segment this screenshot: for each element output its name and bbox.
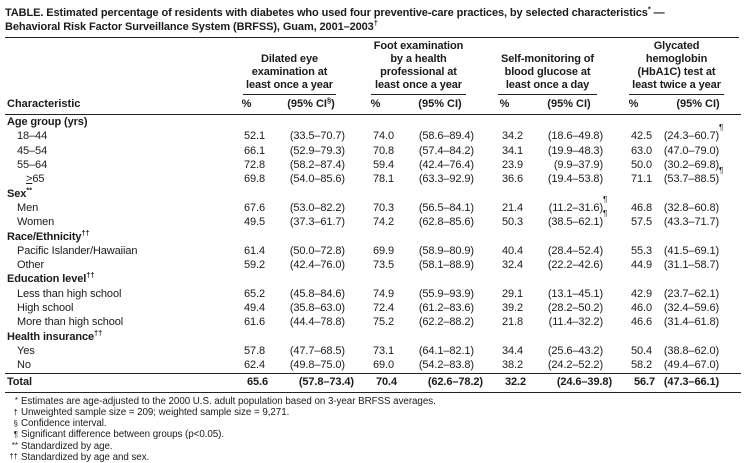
percent-cell: 23.9 [501,159,523,172]
percent-cell: 21.8 [501,316,523,329]
table-row [5,358,741,373]
table-row [5,344,741,358]
total-row [5,373,741,392]
percent-cell: 63.0 [631,144,653,157]
characteristic-header-spacer [5,40,225,95]
percent-cell: 44.9 [631,259,653,272]
total-label: Total [5,373,225,392]
ci-cell: (57.4–84.2) [418,144,474,157]
percent-cell: 46.0 [631,302,653,315]
percent-cell: 65.6 [225,373,268,392]
percent-column-header: % [483,95,526,115]
percent-cell: 46.6 [631,316,653,329]
table-title: TABLE. Estimated percentage of residents with diabetes who used four preventive-care practices, by selected characteristics* — Behavioral Risk Factor Surveillance System (BRFSS), Guam, 2001–2003† [5,4,665,33]
row-label: 45–54 [17,144,48,157]
ci-cell: (50.0–72.8) [289,244,345,257]
ci-cell: (25.6–43.2) [547,344,604,357]
percent-cell: 59.4 [372,159,394,172]
percent-cell: 67.6 [243,201,265,214]
ci-cell: (49.4–67.0) [663,359,720,372]
table-row [5,315,741,329]
ci-cell: (13.1–45.1) [547,287,604,300]
percent-cell: 57.5 [631,216,653,229]
footnote [5,418,739,429]
ci-cell: (33.5–70.7) [289,130,345,143]
percent-cell: 52.1 [243,130,265,143]
ci-cell: (32.4–59.6) [663,302,720,315]
percent-cell: 32.2 [483,373,526,392]
header-sub-row [5,95,741,115]
ci-cell: (35.8–63.0) [289,302,345,315]
row-label: Yes [17,344,35,357]
ci-column-header: (95% CI) [397,95,483,115]
percent-cell: 42.5 [631,130,653,143]
ci-cell: (32.8–60.8) [663,201,720,214]
ci-cell: (31.1–58.7) [663,259,720,272]
row-label: 55–64 [17,159,48,172]
ci-cell: (38.8–62.0) [663,344,720,357]
percent-cell: 57.8 [243,344,265,357]
ci-cell: (18.6–49.8) [547,130,604,143]
percent-cell: 70.8 [372,144,394,157]
percent-cell: 61.6 [243,316,265,329]
table-row [5,144,741,158]
row-label: No [17,359,31,372]
table-row [5,215,741,229]
percent-cell: 66.1 [243,144,265,157]
table-row [5,172,741,186]
percent-cell: 49.4 [243,302,265,315]
ci-cell: (28.4–52.4) [547,244,604,257]
ci-cell: (28.2–50.2) [547,302,604,315]
ci-cell: (24.2–52.2) [547,359,604,372]
percent-cell: 70.3 [372,201,394,214]
percent-cell: 69.8 [243,173,265,186]
ci-cell: (9.9–37.9) [553,159,604,172]
row-label: Men [17,201,39,214]
row-label: Less than high school [17,287,122,300]
section-label: Race/Ethnicity†† [7,227,90,243]
ci-cell: (23.7–62.1) [663,287,720,300]
percent-cell: 72.8 [243,159,265,172]
percent-cell: 70.4 [354,373,397,392]
footnote-text: Standardized by age. [21,440,113,452]
ci-cell: (11.2–31.6) ¶ [548,194,608,214]
ci-cell: (44.4–78.8) [289,316,345,329]
row-label: >65 [26,173,45,186]
percent-cell: 46.8 [631,201,653,214]
ci-cell: (62.8–85.6) [418,216,474,229]
title-divider [5,37,739,38]
ci-cell: (62.2–88.2) [418,316,474,329]
percent-cell: 32.4 [501,259,523,272]
footnote-text: Estimates are age-adjusted to the 2000 U.S. adult population based on 3-year BRFSS averages. [21,395,436,407]
table-body [5,115,741,393]
table-row [5,258,741,272]
ci-cell: (37.3–61.7) [289,216,345,229]
percent-cell: 34.4 [501,344,523,357]
footnote [5,441,739,452]
percent-cell: 21.4 [501,201,523,214]
data-table [5,40,741,393]
ci-cell: (54.2–83.8) [418,359,474,372]
table-header [5,40,741,115]
percent-cell: 50.3 [501,216,523,229]
percent-cell: 65.2 [243,287,265,300]
percent-column-header: % [612,95,655,115]
percent-cell: 75.2 [372,316,394,329]
table-row [5,244,741,258]
ci-cell: (54.0–85.6) [289,173,345,186]
percent-cell: 74.0 [372,130,394,143]
footnote-marker: ** [11,441,18,451]
section-header-row [5,187,741,201]
ci-cell: (24.3–60.7) ¶ [663,123,724,143]
ci-cell: (58.1–88.9) [418,259,474,272]
footnote-marker: ¶ [13,429,18,439]
percent-column-header: % [225,95,268,115]
table-row [5,201,741,215]
ci-column-header: (95% CI) [526,95,612,115]
column-group-header: Glycated hemoglobin (HbA1C) test at least twice a year [612,40,741,95]
row-label: Women [17,216,55,229]
ci-cell: (56.5–84.1) [418,201,474,214]
ci-cell: (57.8–73.4) [268,373,354,392]
column-group-header: Foot examination by a health professional at least once a year [354,40,483,95]
percent-cell: 29.1 [501,287,523,300]
percent-cell: 56.7 [612,373,655,392]
percent-cell: 58.2 [631,359,653,372]
percent-cell: 69.9 [372,244,394,257]
footnote [5,452,739,463]
percent-cell: 50.4 [631,344,653,357]
ci-cell: (49.8–75.0) [289,359,345,372]
ci-cell: (52.9–79.3) [289,144,345,157]
ci-cell: (42.4–76.4) [418,159,474,172]
footnote [5,407,739,418]
percent-cell: 61.4 [243,244,265,257]
percent-cell: 39.2 [501,302,523,315]
percent-cell: 69.0 [372,359,394,372]
section-label: Education level†† [7,270,95,286]
ci-cell: (19.4–53.8) [547,173,604,186]
percent-cell: 55.3 [631,244,653,257]
column-group-header: Self-monitoring of blood glucose at least once a day [483,40,612,95]
percent-cell: 72.4 [372,302,394,315]
footnote-text: Unweighted sample size = 209; weighted sample size = 9,271. [21,407,290,419]
footnotes [5,396,739,463]
ci-cell: (58.9–80.9) [418,244,474,257]
section-header-row [5,230,741,244]
ci-cell: (58.6–89.4) [418,130,474,143]
section-label: Health insurance†† [7,327,103,343]
percent-column-header: % [354,95,397,115]
percent-cell: 34.1 [501,144,523,157]
section-label: Sex** [7,185,32,200]
percent-cell: 34.2 [501,130,523,143]
percent-cell: 78.1 [372,173,394,186]
percent-cell: 74.9 [372,287,394,300]
table-row [5,129,741,143]
ci-cell: (24.6–39.8) [526,373,612,392]
percent-cell: 73.1 [372,344,394,357]
table-row [5,301,741,315]
ci-cell: (43.3–71.7) [663,216,720,229]
table-row [5,287,741,301]
footnote-text: Standardized by age and sex. [21,451,150,463]
ci-cell: (42.4–76.0) [289,259,345,272]
ci-cell: (41.5–69.1) [663,244,720,257]
row-label: High school [17,302,74,315]
column-group-header: Dilated eye examination at least once a year [225,40,354,95]
footnote-marker: § [13,418,18,428]
row-label: Other [17,259,45,272]
row-label: 18–44 [17,130,48,143]
ci-cell: (22.2–42.6) [547,259,604,272]
row-label: Pacific Islander/Hawaiian [17,244,138,257]
ci-cell: (62.6–78.2) [397,373,483,392]
characteristic-column-header: Characteristic [5,95,225,115]
footnote-text: Confidence interval. [21,418,107,430]
row-label: More than high school [17,316,124,329]
ci-cell: (19.9–48.3) [547,144,604,157]
footnote-marker: * [14,396,18,406]
ci-column-header: (95% CI§) [268,95,354,115]
ci-cell: (47.0–79.0) [663,144,720,157]
percent-cell: 38.2 [501,359,523,372]
ci-cell: (47.3–66.1) [655,373,741,392]
table-row [5,158,741,172]
section-header-row [5,115,741,130]
header-group-row [5,40,741,95]
percent-cell: 59.2 [243,259,265,272]
section-header-row [5,330,741,344]
percent-cell: 42.9 [631,287,653,300]
percent-cell: 62.4 [243,359,265,372]
ci-cell: (30.2–69.8) [663,159,720,172]
ci-column-header: (95% CI) [655,95,741,115]
ci-cell: (55.9–93.9) [418,287,474,300]
ci-cell: (45.8–84.6) [289,287,345,300]
percent-cell: 36.6 [501,173,523,186]
footnote [5,396,739,407]
percent-cell: 50.0 [631,159,653,172]
ci-cell: (64.1–82.1) [418,344,474,357]
footnote [5,429,739,440]
ci-cell: (53.7–88.5) ¶ [663,166,724,186]
ci-cell: (58.2–87.4) [289,159,345,172]
ci-cell: (38.5–62.1) ¶ [547,209,608,229]
percent-cell: 49.5 [243,216,265,229]
section-header-row [5,272,741,286]
percent-cell: 40.4 [501,244,523,257]
percent-cell: 71.1 [631,173,653,186]
ci-cell: (61.2–83.6) [418,302,474,315]
ci-cell: (11.4–32.2) [548,316,604,329]
footnote-marker: † [13,407,18,417]
percent-cell: 74.2 [372,216,394,229]
ci-cell: (63.3–92.9) [418,173,474,186]
ci-cell: (31.4–61.8) [663,316,720,329]
section-label: Age group (yrs) [7,116,88,129]
footnote-marker: †† [9,452,18,462]
ci-cell: (53.0–82.2) [289,201,345,214]
ci-cell: (47.7–68.5) [289,344,345,357]
percent-cell: 73.5 [372,259,394,272]
footnote-text: Significant difference between groups (p<0.05). [21,429,225,441]
